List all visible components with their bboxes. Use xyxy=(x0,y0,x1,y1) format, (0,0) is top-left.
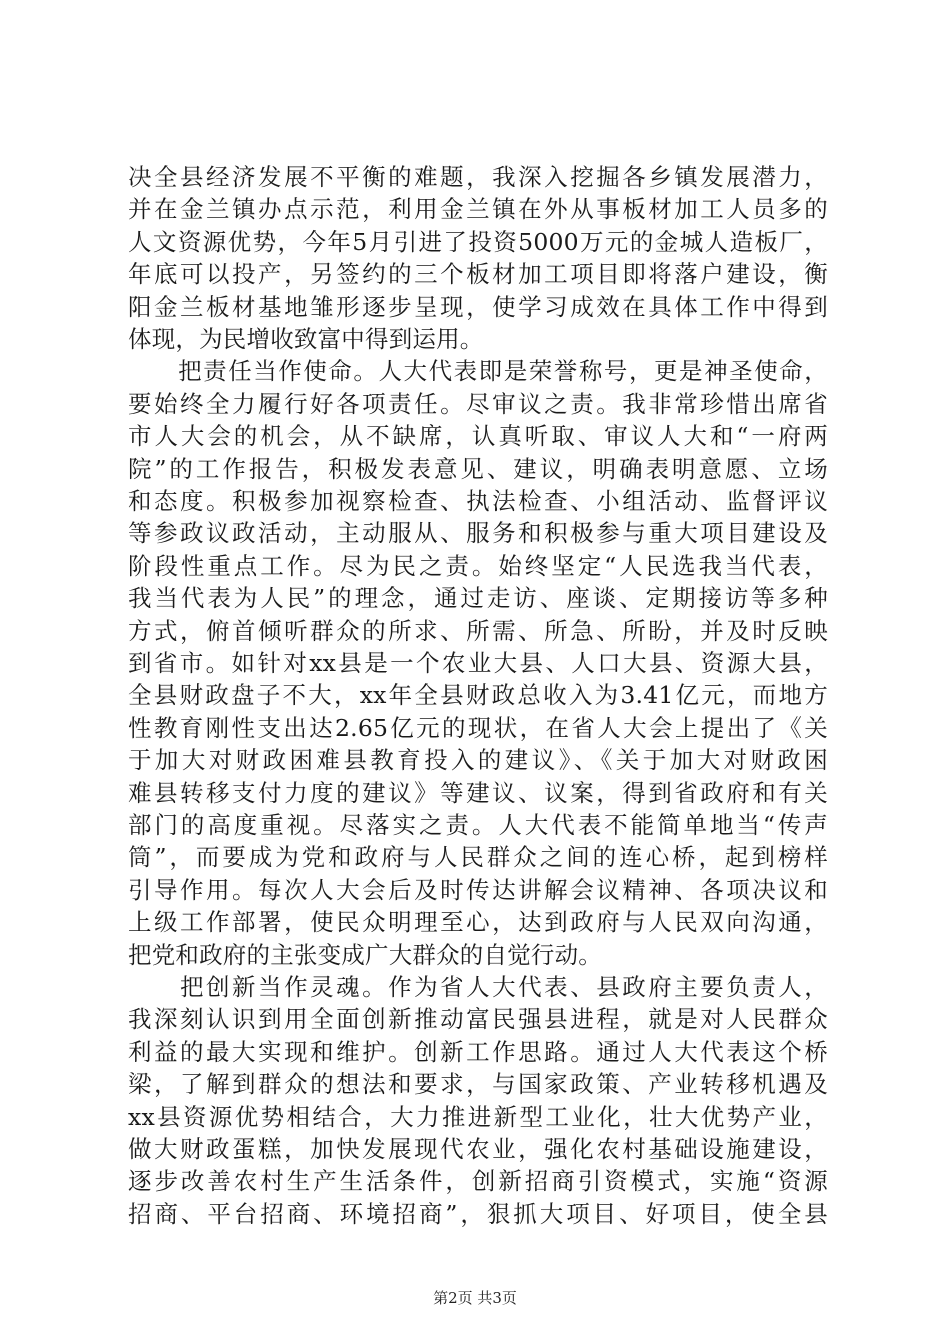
text-line: 上级工作部署，使民众明理至心，达到政府与人民双向沟通， xyxy=(128,908,828,937)
text-line: 到省市。如针对xx县是一个农业大县、人口大县、资源大县， xyxy=(128,649,828,677)
text-line: 并在金兰镇办点示范，利用金兰镇在外从事板材加工人员多的 xyxy=(128,195,828,224)
text-line: 引导作用。每次人大会后及时传达讲解会议精神、各项决议和 xyxy=(128,875,828,904)
text-line: 梁，了解到群众的想法和要求，与国家政策、产业转移机遇及 xyxy=(128,1070,828,1099)
text-line: 院”的工作报告，积极发表意见、建议，明确表明意愿、立场 xyxy=(128,454,828,483)
text-line: 全县财政盘子不大，xx年全县财政总收入为3.41亿元，而地方 xyxy=(128,681,828,710)
text-line: 人文资源优势，今年5月引进了投资5000万元的金城人造板厂， xyxy=(128,227,828,256)
text-line: 逐步改善农村生产生活条件，创新招商引资模式，实施“资源 xyxy=(128,1167,828,1196)
text-line: 把创新当作灵魂。作为省人大代表、县政府主要负责人， xyxy=(128,973,828,1001)
text-line: xx县资源优势相结合，大力推进新型工业化，壮大优势产业， xyxy=(128,1102,828,1131)
text-line: 我深刻认识到用全面创新推动富民强县进程，就是对人民群众 xyxy=(128,1005,828,1034)
text-line: 年底可以投产，另签约的三个板材加工项目即将落户建设，衡 xyxy=(128,260,828,289)
text-line: 于加大对财政困难县教育投入的建议》、《关于加大对财政困 xyxy=(128,746,828,775)
text-line: 部门的高度重视。尽落实之责。人大代表不能简单地当“传声 xyxy=(128,811,828,839)
text-line: 我当代表为人民”的理念，通过走访、座谈、定期接访等多种 xyxy=(128,584,828,613)
text-line: 难县转移支付力度的建议》等建议、议案，得到省政府和有关 xyxy=(128,778,828,807)
text-line: 和态度。积极参加视察检查、执法检查、小组活动、监督评议 xyxy=(128,487,828,515)
text-line: 体现，为民增收致富中得到运用。 xyxy=(128,325,484,353)
page-footer: 第2页 共3页 xyxy=(433,1289,517,1307)
text-line: 阶段性重点工作。尽为民之责。始终坚定“人民选我当代表， xyxy=(128,551,828,580)
text-line: 把党和政府的主张变成广大群众的自觉行动。 xyxy=(128,940,602,969)
text-line: 阳金兰板材基地雏形逐步呈现，使学习成效在具体工作中得到 xyxy=(128,292,828,321)
text-line: 筒”，而要成为党和政府与人民群众之间的连心桥，起到榜样 xyxy=(128,843,828,872)
text-line: 等参政议政活动，主动服从、服务和积极参与重大项目建设及 xyxy=(128,519,828,548)
text-line: 要始终全力履行好各项责任。尽审议之责。我非常珍惜出席省 xyxy=(128,389,828,418)
text-line: 性教育刚性支出达2.65亿元的现状，在省人大会上提出了《关 xyxy=(128,713,828,742)
text-line: 做大财政蛋糕，加快发展现代农业，强化农村基础设施建设， xyxy=(128,1135,828,1163)
text-line: 招商、平台招商、环境招商”，狠抓大项目、好项目，使全县 xyxy=(128,1199,828,1228)
text-line: 市人大会的机会，从不缺席，认真听取、审议人大和“一府两 xyxy=(128,422,828,451)
text-line: 把责任当作使命。人大代表即是荣誉称号，更是神圣使命， xyxy=(128,357,828,386)
text-line: 方式，俯首倾听群众的所求、所需、所急、所盼，并及时反映 xyxy=(128,616,828,645)
text-line: 决全县经济发展不平衡的难题，我深入挖掘各乡镇发展潜力， xyxy=(128,163,828,191)
text-line: 利益的最大实现和维护。创新工作思路。通过人大代表这个桥 xyxy=(128,1037,828,1066)
